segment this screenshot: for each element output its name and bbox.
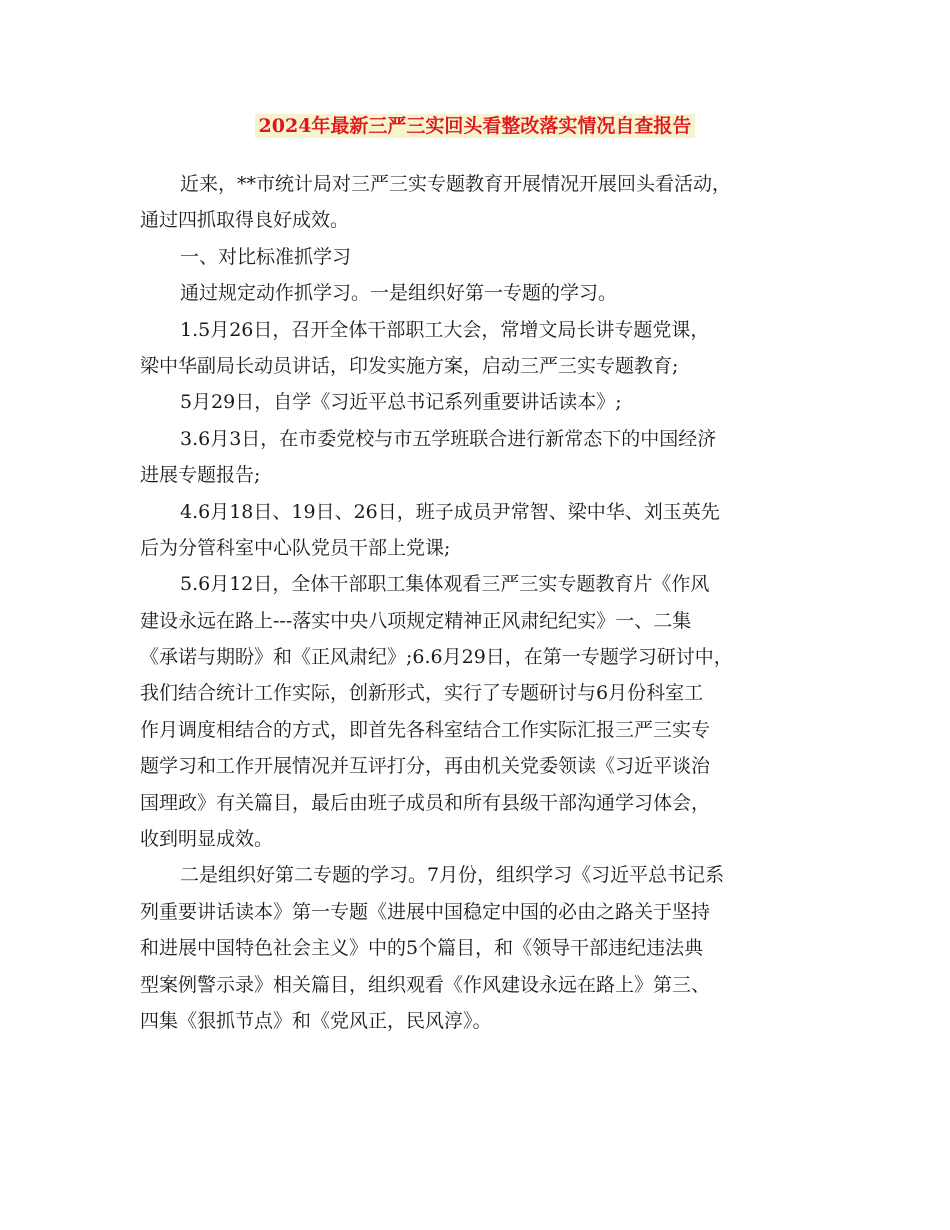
body-line: 3.6月3日，在市委党校与市五学班联合进行新常态下的中国经济 (180, 427, 717, 450)
body-line: 列重要讲话读本》第一专题《进展中国稳定中国的必由之路关于坚持 (140, 900, 711, 923)
body-line: 4.6月18日、19日、26日，班子成员尹常智、梁中华、刘玉英先 (180, 500, 720, 523)
body-line: 型案例警示录》相关篇目，组织观看《作风建设永远在路上》第三、 (140, 973, 711, 996)
body-line: 5月29日，自学《习近平总书记系列重要讲话读本》; (180, 391, 622, 414)
body-line: 收到明显成效。 (140, 828, 274, 851)
body-line: 一、对比标准抓学习 (180, 245, 352, 268)
body-line: 通过四抓取得良好成效。 (140, 209, 350, 232)
body-line: 我们结合统计工作实际，创新形式，实行了专题研讨与6月份科室工 (140, 682, 704, 705)
body-line: 题学习和工作开展情况并互评打分，再由机关党委领读《习近平谈治 (140, 755, 711, 778)
body-line: 国理政》有关篇目，最后由班子成员和所有县级干部沟通学习体会， (140, 791, 711, 814)
body-line: 二是组织好第二专题的学习。7月份，组织学习《习近平总书记系 (180, 864, 725, 887)
document-title-text: 2024年最新三严三实回头看整改落实情况自查报告 (255, 114, 696, 138)
body-line: 1.5月26日，召开全体干部职工大会，常增文局长讲专题党课， (180, 318, 710, 341)
body-line: 作月调度相结合的方式，即首先各科室结合工作实际汇报三严三实专 (140, 718, 711, 741)
document-title (0, 112, 950, 140)
body-line: 建设永远在路上---落实中央八项规定精神正风肃纪纪实》一、二集 (140, 609, 692, 632)
body-line: 5.6月12日，全体干部职工集体观看三严三实专题教育片《作风 (180, 573, 710, 596)
body-line: 近来，**市统计局对三严三实专题教育开展情况开展回头看活动， (180, 173, 732, 195)
body-line: 和进展中国特色社会主义》中的5个篇目，和《领导干部违纪违法典 (140, 937, 704, 960)
document-body (140, 166, 830, 1039)
body-line: 四集《狠抓节点》和《党风正，民风淳》。 (140, 1009, 492, 1032)
body-line: 《承诺与期盼》和《正风肃纪》;6.6月29日，在第一专题学习研讨中， (140, 646, 733, 669)
body-line: 通过规定动作抓学习。一是组织好第一专题的学习。 (180, 282, 618, 305)
body-line: 后为分管科室中心队党员干部上党课; (140, 536, 451, 559)
body-line: 进展专题报告; (140, 464, 261, 487)
body-line: 梁中华副局长动员讲话，印发实施方案，启动三严三实专题教育; (140, 354, 679, 377)
